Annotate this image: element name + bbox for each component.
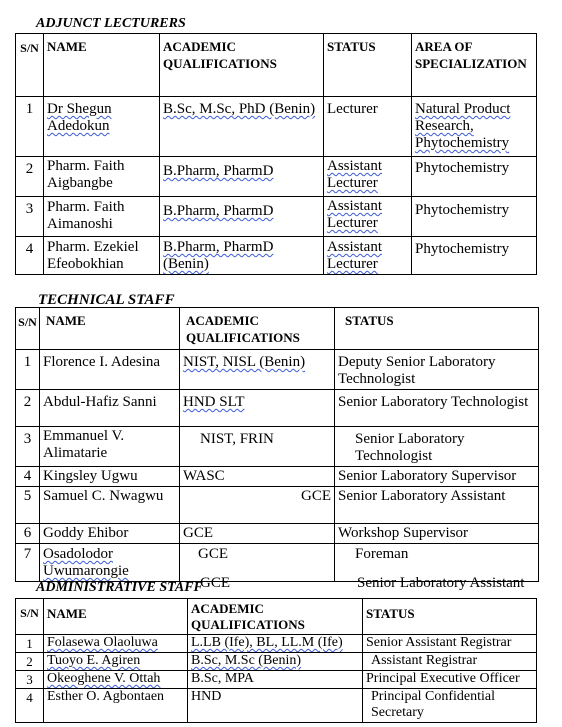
table-row	[16, 197, 537, 237]
sn-header: S/N	[16, 34, 44, 97]
sn-cell: 2	[16, 653, 44, 671]
name-header: NAME	[44, 599, 188, 635]
technical-staff-table	[15, 307, 539, 582]
status-cell: Senior Laboratory Supervisor	[335, 467, 539, 487]
sn-cell: 1	[16, 97, 44, 157]
sn-cell: 5	[16, 487, 40, 524]
table-row	[16, 467, 539, 487]
sn-cell: 4	[16, 467, 40, 487]
name-cell: Florence I. Adesina	[40, 350, 180, 390]
qualifications-cell: B.Sc, M.Sc (Benin)	[188, 653, 363, 671]
qualifications-cell: NIST, FRIN	[180, 427, 335, 467]
qualifications-cell: B.Pharm, PharmD	[160, 197, 324, 237]
name-cell: Samuel C. Nwagwu	[40, 487, 180, 524]
table-row	[16, 635, 537, 653]
specialization-cell: Phytochemistry	[412, 197, 537, 237]
name-cell: Pharm. Faith Aimanoshi	[44, 197, 160, 237]
status-cell: Principal Executive Officer	[363, 671, 537, 689]
table-row	[16, 97, 537, 157]
qualifications-cell: HND SLT	[180, 390, 335, 427]
table-row	[16, 390, 539, 427]
sn-header: S/N	[16, 308, 40, 350]
sn-cell: 6	[16, 524, 40, 544]
status-cell: Lecturer	[324, 97, 412, 157]
name-cell: Kingsley Ugwu	[40, 467, 180, 487]
qualifications-cell: B.Pharm, PharmD (Benin)	[160, 237, 324, 275]
sn-cell: 4	[16, 237, 44, 275]
qualifications-header: ACADEMIC QUALIFICATIONS	[180, 308, 335, 350]
name-header: NAME	[44, 34, 160, 97]
name-cell: Goddy Ehibor	[40, 524, 180, 544]
sn-cell: 2	[16, 390, 40, 427]
table-row	[16, 524, 539, 544]
technical-section-title: TECHNICAL STAFF	[38, 292, 175, 308]
adjunct-header-row	[16, 34, 537, 97]
name-cell: Tuoyo E. Agiren	[44, 653, 188, 671]
name-cell: Pharm. Faith Aigbangbe	[44, 157, 160, 197]
table-row	[16, 653, 537, 671]
name-cell: Folasewa Olaoluwa	[44, 635, 188, 653]
qualifications-header: ACADEMIC QUALIFICATIONS	[188, 599, 363, 635]
table-row	[16, 671, 537, 689]
qualifications-cell: GCE	[180, 487, 335, 524]
sn-cell: 3	[16, 427, 40, 467]
overflow-qualification-text: GCE	[200, 575, 230, 591]
table-row	[16, 157, 537, 197]
table-row	[16, 237, 537, 275]
qualifications-cell: GCE	[180, 544, 335, 582]
technical-header-row	[16, 308, 539, 350]
name-cell: Emmanuel V. Alimatarie	[40, 427, 180, 467]
status-cell: Workshop Supervisor	[335, 524, 539, 544]
sn-cell: 4	[16, 689, 44, 723]
qualifications-cell: WASC	[180, 467, 335, 487]
name-cell: Dr Shegun Adedokun	[44, 97, 160, 157]
sn-cell: 1	[16, 635, 44, 653]
table-row	[16, 689, 537, 723]
qualifications-cell: NIST, NISL (Benin)	[180, 350, 335, 390]
overflow-status-text: Senior Laboratory Assistant	[357, 575, 525, 591]
qualifications-cell: B.Sc, M.Sc, PhD (Benin)	[160, 97, 324, 157]
qualifications-cell: B.Pharm, PharmD	[160, 157, 324, 197]
status-cell: Foreman	[335, 544, 539, 582]
sn-cell: 3	[16, 671, 44, 689]
specialization-cell: Phytochemistry	[412, 237, 537, 275]
status-cell: Senior Laboratory Technologist	[335, 390, 539, 427]
status-cell: Assistant Lecturer	[324, 237, 412, 275]
administrative-staff-table	[15, 598, 537, 723]
qualifications-header: ACADEMIC QUALIFICATIONS	[160, 34, 324, 97]
sn-cell: 2	[16, 157, 44, 197]
status-cell: Senior Laboratory Technologist	[335, 427, 539, 467]
table-row	[16, 487, 539, 524]
specialization-cell: Natural Product Research, Phytochemistry	[412, 97, 537, 157]
status-cell: Senior Assistant Registrar	[363, 635, 537, 653]
status-cell: Principal Confidential Secretary	[363, 689, 537, 723]
sn-cell: 3	[16, 197, 44, 237]
sn-cell: 7	[16, 544, 40, 582]
administrative-header-row	[16, 599, 537, 635]
adjunct-section-title: ADJUNCT LECTURERS	[36, 16, 186, 31]
qualifications-cell: GCE	[180, 524, 335, 544]
status-header: STATUS	[335, 308, 539, 350]
name-header: NAME	[40, 308, 180, 350]
sn-header: S/N	[16, 599, 44, 635]
specialization-cell: Phytochemistry	[412, 157, 537, 197]
status-header: STATUS	[324, 34, 412, 97]
name-cell: Pharm. Ezekiel Efeobokhian	[44, 237, 160, 275]
name-cell: Abdul-Hafiz Sanni	[40, 390, 180, 427]
status-cell: Assistant Lecturer	[324, 197, 412, 237]
specialization-header: AREA OF SPECIALIZATION	[412, 34, 537, 97]
name-cell: Esther O. Agbontaen	[44, 689, 188, 723]
name-cell: Osadolodor Uwumarongie	[40, 544, 180, 582]
adjunct-lecturers-table	[15, 33, 537, 275]
qualifications-cell: B.Sc, MPA	[188, 671, 363, 689]
table-row	[16, 427, 539, 467]
status-cell: Deputy Senior Laboratory Technologist	[335, 350, 539, 390]
name-cell: Okeoghene V. Ottah	[44, 671, 188, 689]
sn-cell: 1	[16, 350, 40, 390]
qualifications-cell: L.LB (Ife), BL, LL.M (Ife)	[188, 635, 363, 653]
qualifications-cell: HND	[188, 689, 363, 723]
status-header: STATUS	[363, 599, 537, 635]
status-cell: Assistant Registrar	[363, 653, 537, 671]
table-row	[16, 350, 539, 390]
status-cell: Senior Laboratory Assistant	[335, 487, 539, 524]
administrative-section-title: ADMINISTRATIVE STAFF	[36, 580, 203, 595]
status-cell: Assistant Lecturer	[324, 157, 412, 197]
